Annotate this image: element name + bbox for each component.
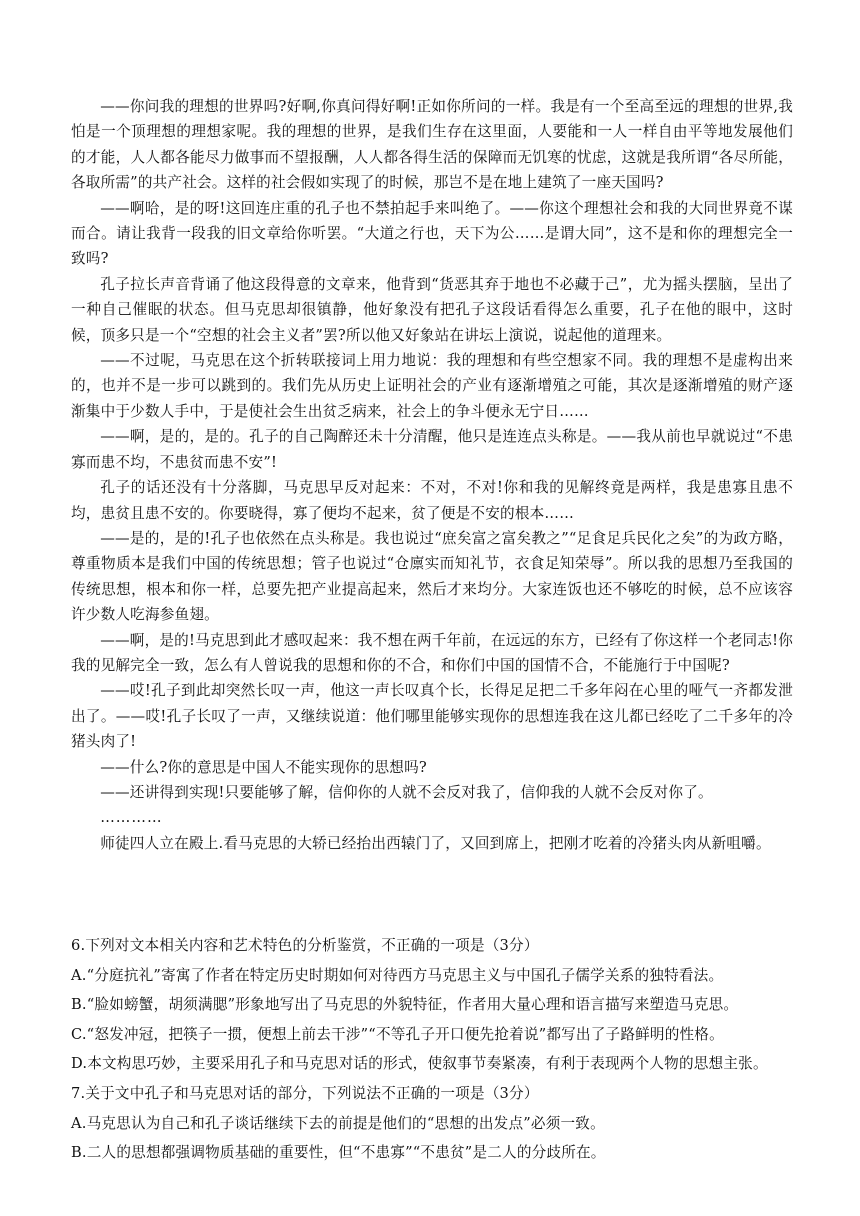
question-6-option-d: D.本文构思巧妙，主要采用孔子和马克思对话的形式，使叙事节奏紧凑，有利于表现两个人物的思想主张。 <box>71 1055 768 1073</box>
question-7-option-a: A.马克思认为自己和孔子谈话继续下去的前提是他们的“思想的出发点”必须一致。 <box>71 1114 605 1132</box>
passage-paragraph: ——还讲得到实现!只要能够了解，信仰你的人就不会反对我了，信仰我的人就不会反对你了。 <box>100 783 713 801</box>
passage-paragraph: 孔子拉长声音背诵了他这段得意的文章来，他背到“货恶其弃于地也不必藏于己”，尤为摇头摆脑，呈出了一种自己催眠的状态。但马克思却很镇静，他好象没有把孔子这段话看得怎么重要，孔子在他的眼中，这时候，顶多只是一个“空想的社会主义者”罢?所以他又好象站在讲坛上演说，说起他的道理来。 <box>71 275 793 344</box>
ellipsis-separator: ………… <box>100 809 163 827</box>
passage-paragraph: ——啊哈，是的呀!这回连庄重的孔子也不禁拍起手来叫绝了。——你这个理想社会和我的大同世界竟不谋而合。请让我背一段我的旧文章给你听罢。“大道之行也，天下为公……是谓大同”，这不是和你的理想完全一致吗? <box>71 199 793 268</box>
passage-paragraph: ——不过呢，马克思在这个折转联接词上用力地说：我的理想和有些空想家不同。我的理想不是虚构出来的，也并不是一步可以跳到的。我们先从历史上证明社会的产业有逐渐增殖之可能，其次是逐渐增殖的财产逐渐集中于少数人手中，于是使社会生出贫乏病来，社会上的争斗便永无宁日…… <box>71 352 793 420</box>
question-6-option-c: C.“怒发冲冠，把筷子一掼，便想上前去干涉”“不等孔子开口便先抢着说”都写出了子路鲜明的性格。 <box>71 1025 724 1043</box>
passage-paragraph: ——哎!孔子到此却突然长叹一声，他这一声长叹真个长，长得足足把二千多年闷在心里的哑气一齐都发泄出了。——哎!孔子长叹了一声，又继续说道：他们哪里能够实现你的思想连我在这儿都已经吃了二千多年的冷猪头肉了! <box>71 682 793 751</box>
question-6-stem: 6.下列对文本相关内容和艺术特色的分析鉴赏，不正确的一项是（3分） <box>71 937 539 954</box>
passage-paragraph: 师徒四人立在殿上.看马克思的大轿已经抬出西辕门了，又回到席上，把刚才吃着的冷猪头肉从新咀嚼。 <box>100 834 771 852</box>
question-6-option-a: A.“分庭抗礼”寄寓了作者在特定历史时期如何对待西方马克思主义与中国孔子儒学关系的独特看法。 <box>71 966 724 984</box>
question-6-option-b: B.“脸如螃蟹，胡须满腮”形象地写出了马克思的外貌特征，作者用大量心理和语言描写来塑造马克思。 <box>71 996 739 1014</box>
passage-paragraph: 孔子的话还没有十分落脚，马克思早反对起来：不对，不对!你和我的见解终竟是两样，我是患寡且患不均，患贫且患不安的。你要晓得，寡了便均不起来，贫了便是不安的根本…… <box>71 479 793 522</box>
passage-paragraph: ——啊，是的!马克思到此才感叹起来：我不想在两千年前，在远远的东方，已经有了你这样一个老同志!你我的见解完全一致，怎么有人曾说我的思想和你的不合，和你们中国的国情不合，不能施行于中国呢? <box>71 631 793 674</box>
questions <box>71 931 793 1168</box>
passage-paragraph: ——是的，是的!孔子也依然在点头称是。我也说过“庶矣富之富矣教之”“足食足兵民化之矣”的为政方略，尊重物质本是我们中国的传统思想；管子也说过“仓廪实而知礼节，衣食足知荣辱”。所以我的思想乃至我国的传统思想，根本和你一样，总要先把产业提高起来，然后才来均分。大家连饭也还不够吃的时候，总不应该容许少数人吃海参鱼翅。 <box>71 529 793 624</box>
question-7-stem: 7.关于文中孔子和马克思对话的部分，下列说法不正确的一项是（3分） <box>71 1084 539 1102</box>
passage-paragraph: ——什么?你的意思是中国人不能实现你的思想吗? <box>100 758 427 776</box>
passage-paragraph: ——啊，是的，是的。孔子的自己陶醉还未十分清醒，他只是连连点头称是。——我从前也早就说过“不患寡而患不均，不患贫而患不安”! <box>71 428 793 471</box>
question-7-option-b: B.二人的思想都强调物质基础的重要性，但“不患寡”“不患贫”是二人的分歧所在。 <box>71 1144 606 1162</box>
passage <box>71 94 793 856</box>
passage-paragraph: ——你问我的理想的世界吗?好啊,你真问得好啊!正如你所问的一样。我是有一个至高至远的理想的世界,我怕是一个顶理想的理想家呢。我的理想的世界，是我们生存在这里面，人要能和一人一样自由平等地发展他们的才能，人人都各能尽力做事而不望报酬，人人都各得生活的保障而无饥寒的忧虑，这就是我所谓“各尽所能，各取所需”的共产社会。这样的社会假如实现了的时候，那岂不是在地上建筑了一座天国吗? <box>71 98 793 192</box>
